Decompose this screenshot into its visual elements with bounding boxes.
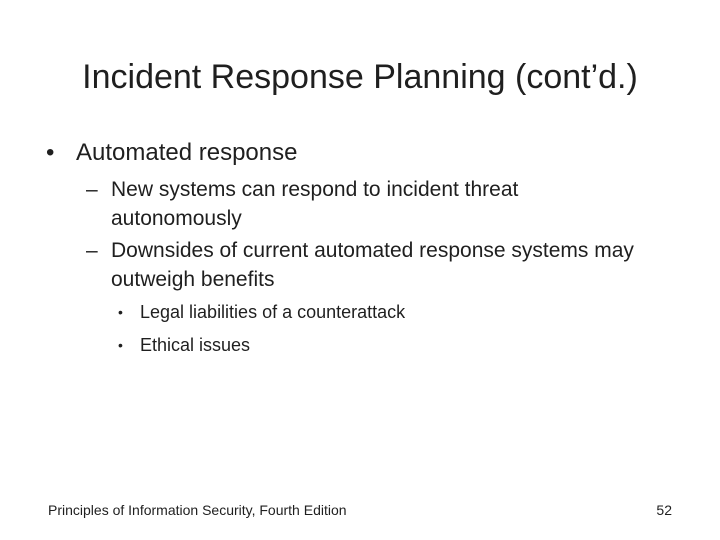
dash-marker: – (86, 178, 98, 201)
page-number: 52 (656, 502, 672, 518)
sub-sub-bullet-text: Ethical issues (140, 335, 251, 355)
bullet-marker: • (118, 304, 123, 320)
bullet-text: Automated response (76, 139, 298, 166)
slide-title: Incident Response Planning (cont’d.) (82, 58, 638, 96)
footer-source: Principles of Information Security, Fourth Edition (48, 502, 347, 518)
dash-marker: – (86, 239, 98, 262)
bullet-marker: • (118, 337, 123, 353)
bullet-marker: • (46, 139, 55, 166)
sub-sub-bullet-text: Legal liabilities of a counterattack (140, 302, 406, 322)
sub-bullet-text: Downsides of current automated response systems may outweigh benefits (111, 239, 634, 291)
sub-bullet-text: New systems can respond to incident threat autonomously (111, 178, 519, 230)
